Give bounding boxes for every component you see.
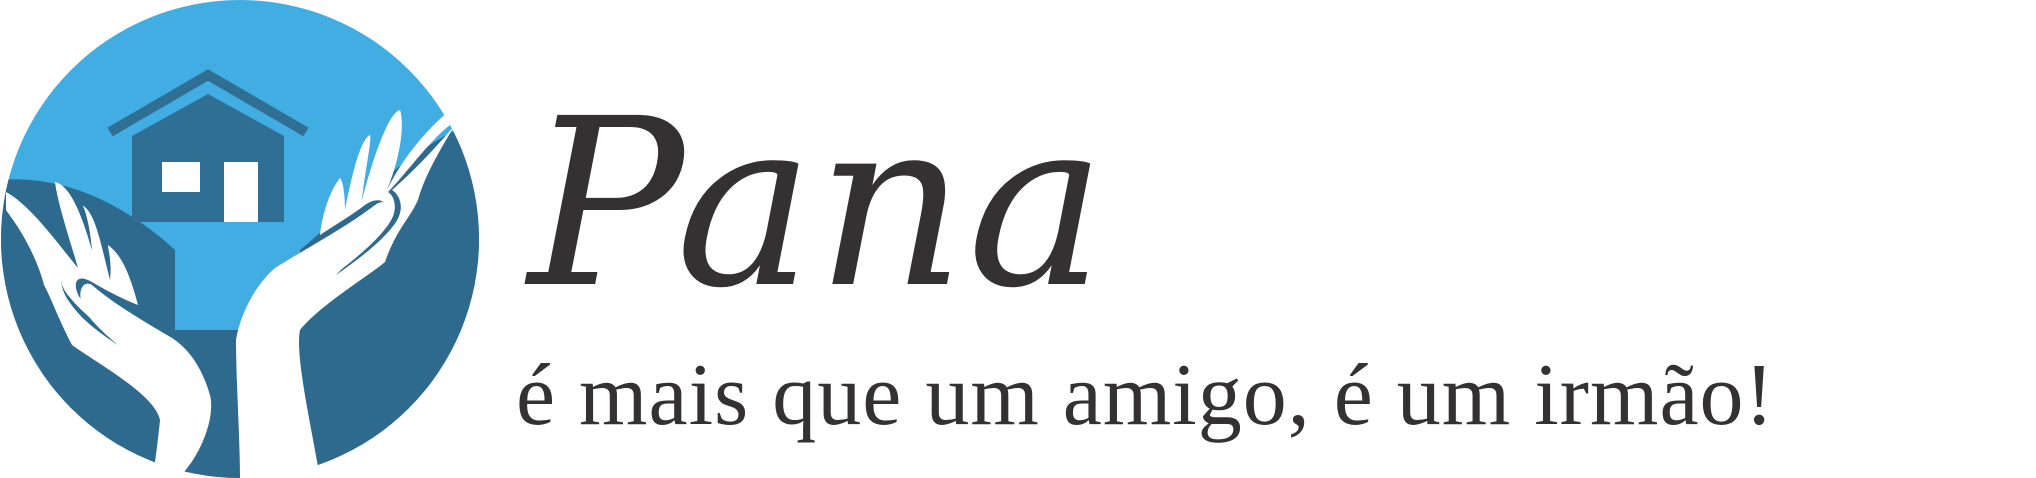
brand-tagline: é mais que um amigo, é um irmão! [516, 347, 1775, 444]
brand-name: Pana [528, 69, 1108, 339]
house-in-hands-icon [0, 0, 480, 478]
